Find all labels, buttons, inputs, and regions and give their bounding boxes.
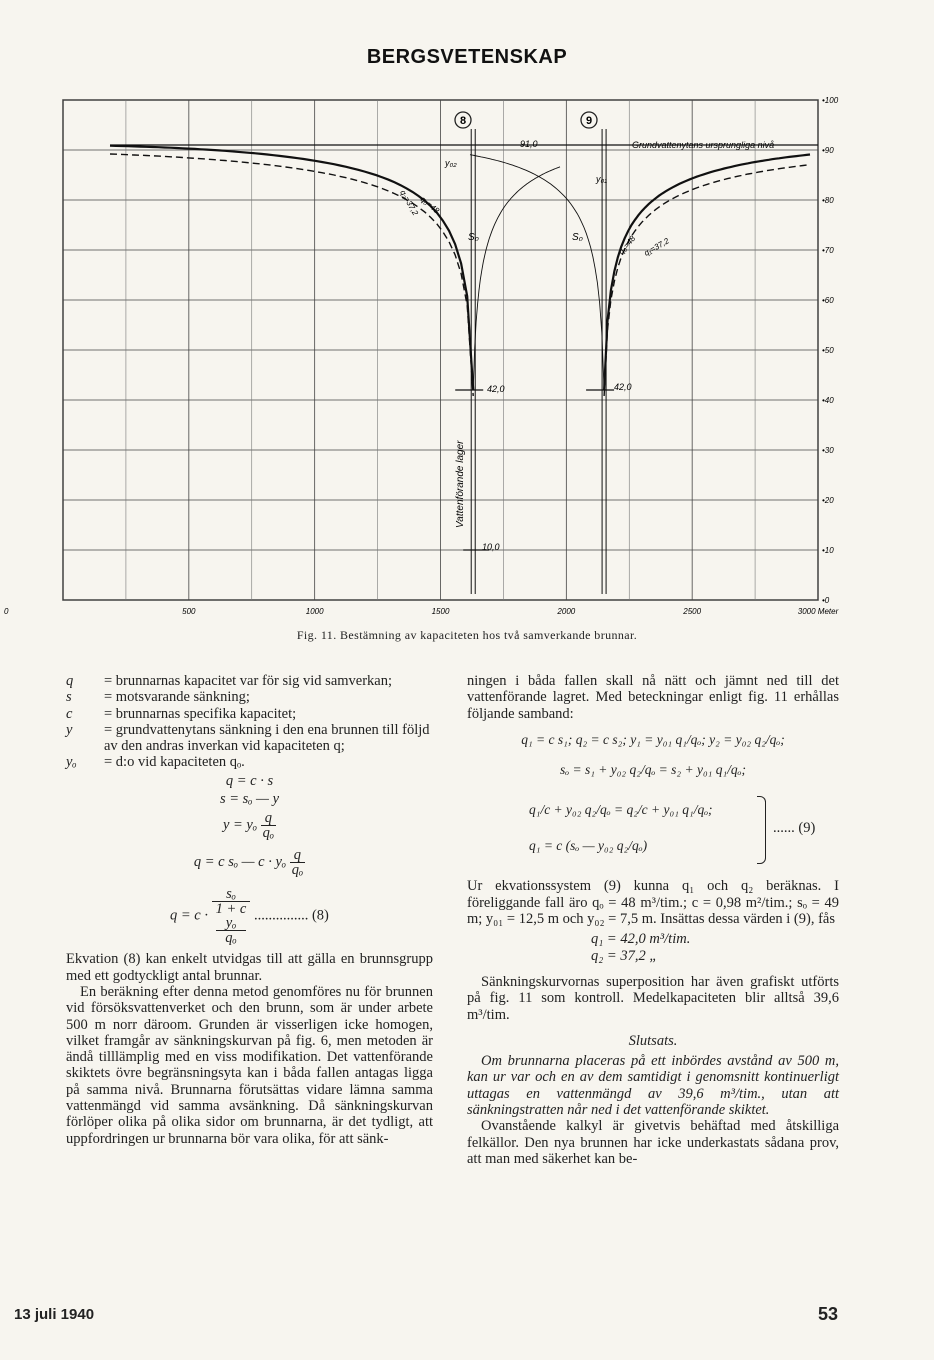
y-tick-label: •0 xyxy=(822,596,830,605)
label-s0-right: S₀ xyxy=(572,232,583,243)
definition-text: = grundvattenytans sänkning i den ena brunnen till följd av den andras inverkan vid kapaciteten q; xyxy=(104,721,430,755)
definition-text: = motsvarande sänkning; xyxy=(104,689,250,706)
figure-caption: Fig. 11. Bestämning av kapaciteten hos två samverkande brunnar. xyxy=(296,628,638,642)
equation-d: q = c sₒ — c · yₒ $\frac{q}{\text{qₒ}}$ xyxy=(193,847,304,879)
chart-annotations xyxy=(398,112,774,552)
y-tick-label: •20 xyxy=(822,496,834,505)
y-tick-labels xyxy=(822,96,839,605)
footer-date: 13 juli 1940 xyxy=(14,1306,95,1323)
y-tick-label: •30 xyxy=(822,446,834,455)
equation-3: q₁/c + y₀₂ q₂/qₒ = q₂/c + y₀₁ q₁/qₒ; xyxy=(529,802,713,818)
left-column xyxy=(66,673,433,1147)
label-top-level: 91,0 xyxy=(520,139,538,149)
label-q-left: q₂=37,2 xyxy=(398,188,420,218)
label-y02: y₀₂ xyxy=(445,158,457,168)
equation-b: s = sₒ — y xyxy=(219,791,280,808)
left-paragraph-2: En beräkning efter denna metod genomföres nu för brunnen vid försöksvattenverket och den brunn, som är under arbete 500 m norr däroom. Grunden är visserligen icke homogen, vilket framgår av sänkningskurvan på fig. 6, men metoden är ändå tilllämplig med en viss modifikation. Det vattenförande skiktets övre begränsningsyta kan i båda fallen antagas ligga på samma nivå. Brunnarna förutsättas vidare lämna samma vattenmängd vid samma avsänkning. Då sänkningskurvan förlöper olika på olika sidor om brunnarna, är det tydligt, att uppfordringen ur brunnarna bör vara olika, för att sänk- xyxy=(66,983,433,1147)
definition-text: = brunnarnas kapacitet var för sig vid samverkan; xyxy=(104,673,393,689)
label-bottom-right: 42,0 xyxy=(614,382,632,392)
equation-1: q₁ = c s₁; q₂ = c s₂; y₁ = y₀₁ q₁/qₒ; y₂ = y₀₂ q₂/qₒ; xyxy=(521,731,785,747)
conclusion-paragraph: Om brunnarna placeras på ett inbördes avstånd av 500 m, kan ur var och en av dem samtidigt i genomsnitt kontinuerligt uttagas en vattenmängd av 39,6 m³/tim., utan att sänkningstratten når ned i det vattenförande skiktet. xyxy=(467,1053,839,1119)
drawdown-curve-right-well xyxy=(604,155,810,391)
y-tick-label: •50 xyxy=(822,346,834,355)
equation-c: y = yₒ $\frac{q}{\text{qₒ}}$ xyxy=(222,810,275,842)
definition-symbol: q xyxy=(66,673,74,689)
well-1-label: 8 xyxy=(459,115,467,127)
label-y01: y₀₁ xyxy=(596,174,608,184)
definition-text: = brunnarnas specifika kapacitet; xyxy=(104,705,297,722)
definition-item xyxy=(66,673,433,689)
wells xyxy=(455,129,614,594)
definition-item xyxy=(66,689,433,705)
drawdown-curve-left-dashed xyxy=(110,154,473,396)
drawdown-curve-right-left-side xyxy=(470,155,604,390)
original-level-label: Grundvattenytans ursprungliga nivå xyxy=(632,140,775,150)
definition-item xyxy=(66,754,433,770)
x-tick-label: 1000 xyxy=(305,607,324,616)
x-tick-label: 1500 xyxy=(431,607,450,616)
figure-11-chart xyxy=(0,80,934,625)
equation-system-9 xyxy=(467,796,839,866)
right-paragraph-1: ningen i båda fallen skall nå nätt och jämnt ned till det vattenförande lagret. Med beteckningar enligt fig. 11 erhållas följande samband: xyxy=(467,673,839,722)
well-2-label: 9 xyxy=(585,115,593,127)
aquifer-label: Vattenförande lager xyxy=(455,440,466,528)
right-paragraph-2: Ur ekvationssystem (9) kunna q₁ och q₂ beräknas. I föreliggande fall äro qₒ = 48 m³/tim.; c = 0,98 m²/tim.; sₒ = 49 m; y₀₁ = 12,5 m och y₀₂ = 7,5 m. Insättas dessa värden i (9), fås xyxy=(467,878,839,928)
label-q0-left: q₀=48 xyxy=(418,194,441,216)
label-q-right: q₁=37,2 xyxy=(642,236,671,258)
equation-4: q₁ = c (sₒ — y₀₂ q₂/qₒ) xyxy=(529,838,648,854)
result-1: q₁ = 42,0 m³/tim. xyxy=(591,931,691,948)
right-column xyxy=(467,673,839,1167)
definitions-list xyxy=(66,673,433,771)
result-2: q₂ = 37,2 „ xyxy=(591,947,658,964)
drawdown-curve-right-dashed xyxy=(604,165,810,396)
x-tick-label: 2500 xyxy=(683,607,702,616)
definition-item xyxy=(66,722,433,755)
equation-8: q = c · sₒ 1 + c yₒ qₒ ............... (8) xyxy=(170,886,329,947)
equation-a: q = c · s xyxy=(225,772,274,789)
equation-2: sₒ = s₁ + y₀₂ q₂/qₒ = s₂ + y₀₁ q₁/qₒ; xyxy=(559,762,747,778)
right-paragraph-4: Ovanstående kalkyl är givetvis behäftad med åtskilliga felkällor. Den nya brunnen har icke underkastats sådana prov, att man med säkerhet kan be- xyxy=(467,1118,839,1167)
x-tick-label: 500 xyxy=(182,607,196,616)
left-paragraph-1: Ekvation (8) kan enkelt utvidgas till att gälla en brunnsgrupp med ett godtyckligt antal brunnar. xyxy=(66,951,433,984)
drawdown-curve-left-well xyxy=(110,146,473,390)
label-bottom-left: 42,0 xyxy=(487,384,505,394)
y-tick-label: •90 xyxy=(822,146,834,155)
label-s0-left: S₀ xyxy=(468,232,479,243)
definition-symbol: c xyxy=(66,705,73,722)
y-tick-label: •10 xyxy=(822,546,834,555)
y-tick-label: •40 xyxy=(822,396,834,405)
x-tick-label: 0 xyxy=(4,607,9,616)
drawdown-curves xyxy=(110,145,818,396)
y-tick-label: •70 xyxy=(822,246,834,255)
x-tick-label: 3000 Meter xyxy=(797,607,839,616)
definition-text: = d:o vid kapaciteten qₒ. xyxy=(104,754,245,771)
definition-symbol: s xyxy=(66,689,72,706)
x-tick-label: 2000 xyxy=(557,607,576,616)
definition-symbol: y xyxy=(66,721,73,738)
y-tick-label: •100 xyxy=(822,96,839,105)
page-number: 53 xyxy=(818,1304,839,1324)
section-heading: Slutsats. xyxy=(628,1032,678,1049)
label-q0-right: q₀=48 xyxy=(616,234,638,257)
definition-item xyxy=(66,706,433,722)
label-aquifer-top: 10,0 xyxy=(482,542,500,552)
x-tick-labels xyxy=(4,607,839,616)
equation-9-label: ...... (9) xyxy=(773,820,816,837)
journal-title: BERGSVETENSKAP xyxy=(366,46,568,68)
right-paragraph-3: Sänkningskurvornas superposition har även grafiskt utförts på fig. 11 som kontroll. Medelkapaciteten blir alltså 39,6 m³/tim. xyxy=(467,973,839,1023)
y-tick-label: •80 xyxy=(822,196,834,205)
definition-symbol: yₒ xyxy=(66,754,77,771)
y-tick-label: •60 xyxy=(822,296,834,305)
